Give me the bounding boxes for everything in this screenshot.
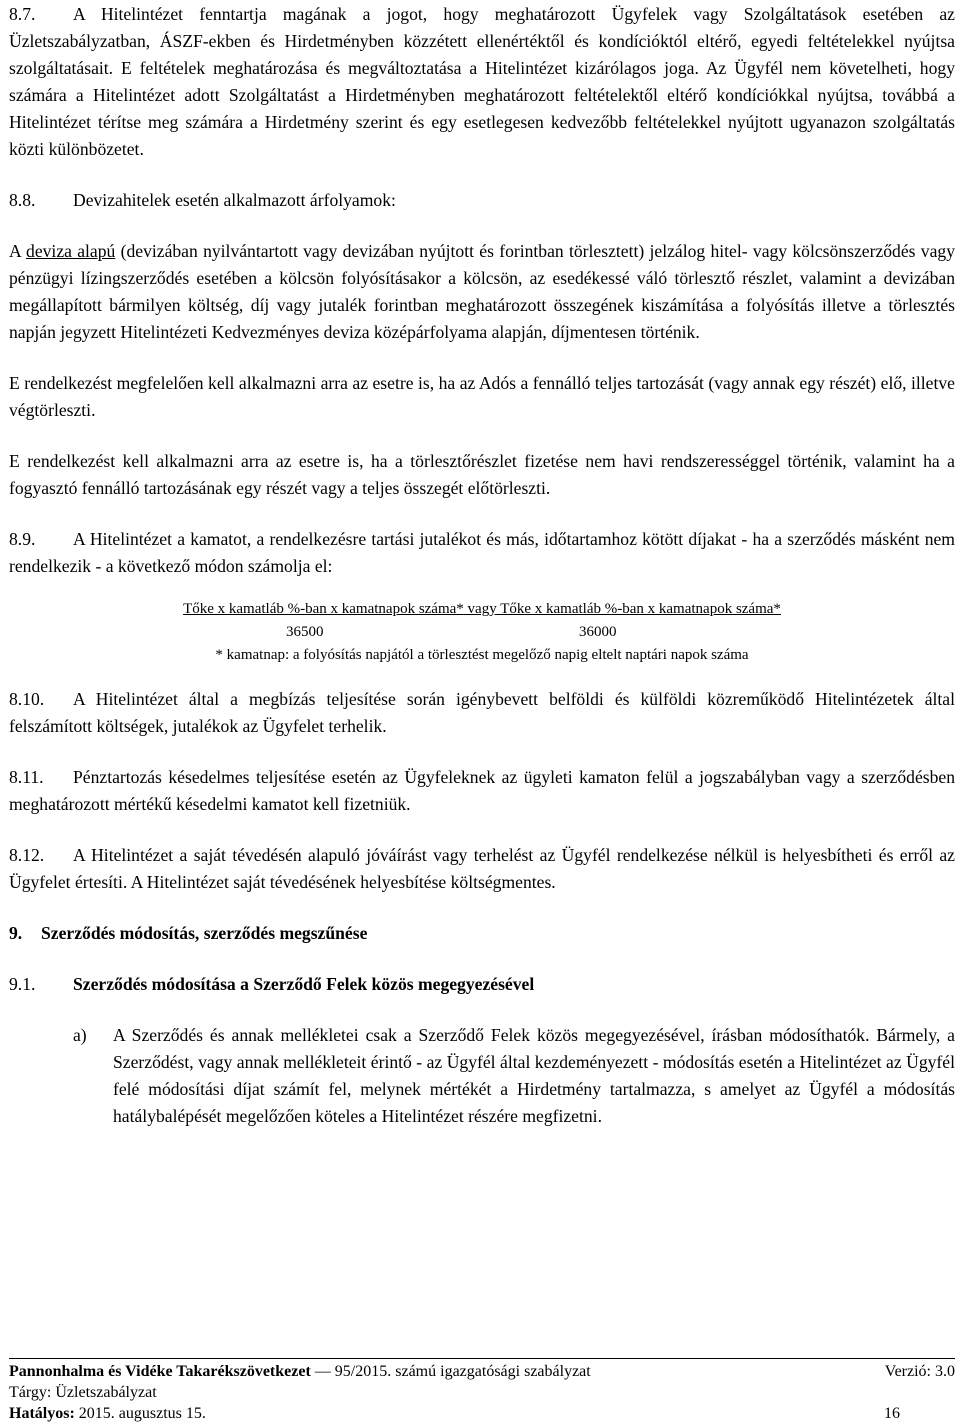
section-text: A Hitelintézet a kamatot, a rendelkezésre tartási jutalékot és más, időtartamhoz kötött díjakat - ha a szerződés másként nem rendelkezik - a következő módon számolja el: [9,529,955,576]
footer-effective [9,1403,206,1424]
section-8-10 [9,686,955,740]
formula-denominators [9,621,955,644]
paragraph-text: (devizában nyilvántartott vagy devizában nyújtott és forintban törlesztett) jelzálog hitel- vagy kölcsönszerződés vagy pénzügyi lízingszerződés esetében a kölcsön folyósításakor a kölcsön, az esedékessé váló törlesztő részlet, valamint a devizában megállapított bármilyen költség, díj vagy jutalék forintban meghatározott összegének kiszámítása a folyósítás illetve a törlesztés napján jegyzett Hitelintézeti Kedvezményes deviza középárfolyama alapján, díjmentesen történik. [9,241,955,342]
section-number: 8.10. [9,689,45,709]
section-8-8-paragraph-2: E rendelkezést megfelelően kell alkalmazni arra az esetre is, ha az Adós a fennálló teljes tartozását (vagy annak egy részét) elő, illetve végtörleszti. [9,373,955,420]
formula-numerator-1: Tőke x kamatláb %-ban x kamatnapok száma* [183,601,464,617]
footer-effective-label: Hatályos: [9,1405,75,1422]
list-item-label: a) [73,1025,87,1045]
list-item-text: A Szerződés és annak mellékletei csak a Szerződő Felek közös megegyezésével, írásban módosíthatók. Bármely, a Szerződést, vagy annak mellékleteit érintő - az Ügyfél által kezdeményezett - módosítás esetén a Hitelintézet az Ügyfél felé módosítási díjat számít fel, melynek mértékét a Hirdetmény tartalmazza, s amelyet az Ügyfél a módosítás hatálybalépését megelőzően köteles a Hitelintézet részére megfizetni. [113,1025,955,1126]
paragraph-text: A [9,241,27,261]
section-number: 8.7. [9,4,36,24]
formula-denominator-2: 36000 [579,624,617,640]
formula-numerator-2: Tőke x kamatláb %-ban x kamatnapok száma* [500,601,781,617]
footer-line-3 [9,1403,955,1424]
section-9-1-heading [9,971,955,998]
formula-numerator [9,598,955,621]
section-text: Pénztartozás késedelmes teljesítése esetén az Ügyfeleknek az ügyleti kamaton felül a jogszabályban vagy a szerződésben meghatározott mértékű késedelmi kamatot kell fizetniük. [9,767,955,814]
interest-formula [9,598,955,667]
section-text: A Hitelintézet által a megbízás teljesítése során igénybevett belföldi és külföldi közreműködő Hitelintézetek által felszámított költségek, jutalékok az Ügyfelet terhelik. [9,689,955,736]
section-8-11 [9,764,955,818]
section-title: Szerződés módosítása a Szerződő Felek közös megegyezésével [73,974,535,994]
section-number: 8.8. [9,190,36,210]
section-title: Devizahitelek esetén alkalmazott árfolyamok: [73,190,396,210]
document-page [9,0,955,1130]
section-text: A Hitelintézet a saját tévedésén alapuló jóváírást vagy terhelést az Ügyfél rendelkezése nélkül is helyesbítheti és erről az Ügyfelet értesíti. A Hitelintézet saját tévedésének helyesbítése költségmentes. [9,845,955,892]
page-footer [9,1358,955,1424]
footer-version: Verzió: 3.0 [884,1363,955,1380]
section-number: 9. [9,923,23,943]
section-8-8-heading [9,187,955,214]
section-number: 8.12. [9,845,45,865]
section-number: 8.9. [9,529,36,549]
formula-denominator-1: 36500 [286,624,324,640]
footer-sep: — [310,1363,335,1380]
section-number: 8.11. [9,767,44,787]
underlined-term: deviza alapú [26,241,116,261]
section-title: Szerződés módosítás, szerződés megszűnése [41,923,368,943]
section-8-8-paragraph-1 [9,238,955,346]
formula-note: * kamatnap: a folyósítás napjától a törlesztést megelőző napig eltelt naptári napok száma [215,647,749,663]
footer-effective-date: 2015. augusztus 15. [74,1405,206,1422]
footer-org: Pannonhalma és Vidéke Takarékszövetkezet [9,1363,311,1380]
footer-regulation: 95/2015. számú igazgatósági szabályzat [334,1363,591,1380]
footer-page-number: 16 [884,1405,900,1422]
footer-divider [9,1358,955,1359]
footer-line-1 [9,1361,955,1382]
section-8-8-paragraph-3: E rendelkezést kell alkalmazni arra az esetre is, ha a törlesztőrészlet fizetése nem havi rendszerességgel történik, valamint ha a fogyasztó fennálló tartozásának egy részét vagy a teljes összegét előtörleszti. [9,451,955,498]
section-number: 9.1. [9,974,36,994]
list-item-a [73,1022,955,1130]
section-text: A Hitelintézet fenntartja magának a jogot, hogy meghatározott Ügyfelek vagy Szolgáltatások esetében az Üzletszabályzatban, ÁSZF-ekben és Hirdetményben közzétett ellenértéktől és kondícióktól eltérő, egyedi feltételekkel nyújtsa szolgáltatásait. E feltételek meghatározása és megváltoztatása a Hitelintézet kizárólagos joga. Az Ügyfél nem követelheti, hogy számára a Hitelintézet adott Szolgáltatást a Hirdetményben meghatározott feltételektől eltérő kondíciókkal nyújtsa, továbbá a Hitelintézet térítse meg számára a Hirdetmény szerint és egy esetlegesen kedvezőbb feltételekkel nyújtott ugyanazon szolgáltatás közti különbözetet. [9,4,955,159]
section-8-9 [9,526,955,580]
section-8-12 [9,842,955,896]
section-8-7 [9,1,955,163]
footer-subject: Tárgy: Üzletszabályzat [9,1384,157,1401]
section-9-heading [9,920,955,947]
footer-line-2 [9,1382,955,1403]
footer-org-regulation [9,1361,591,1382]
formula-or: vagy [463,601,501,617]
